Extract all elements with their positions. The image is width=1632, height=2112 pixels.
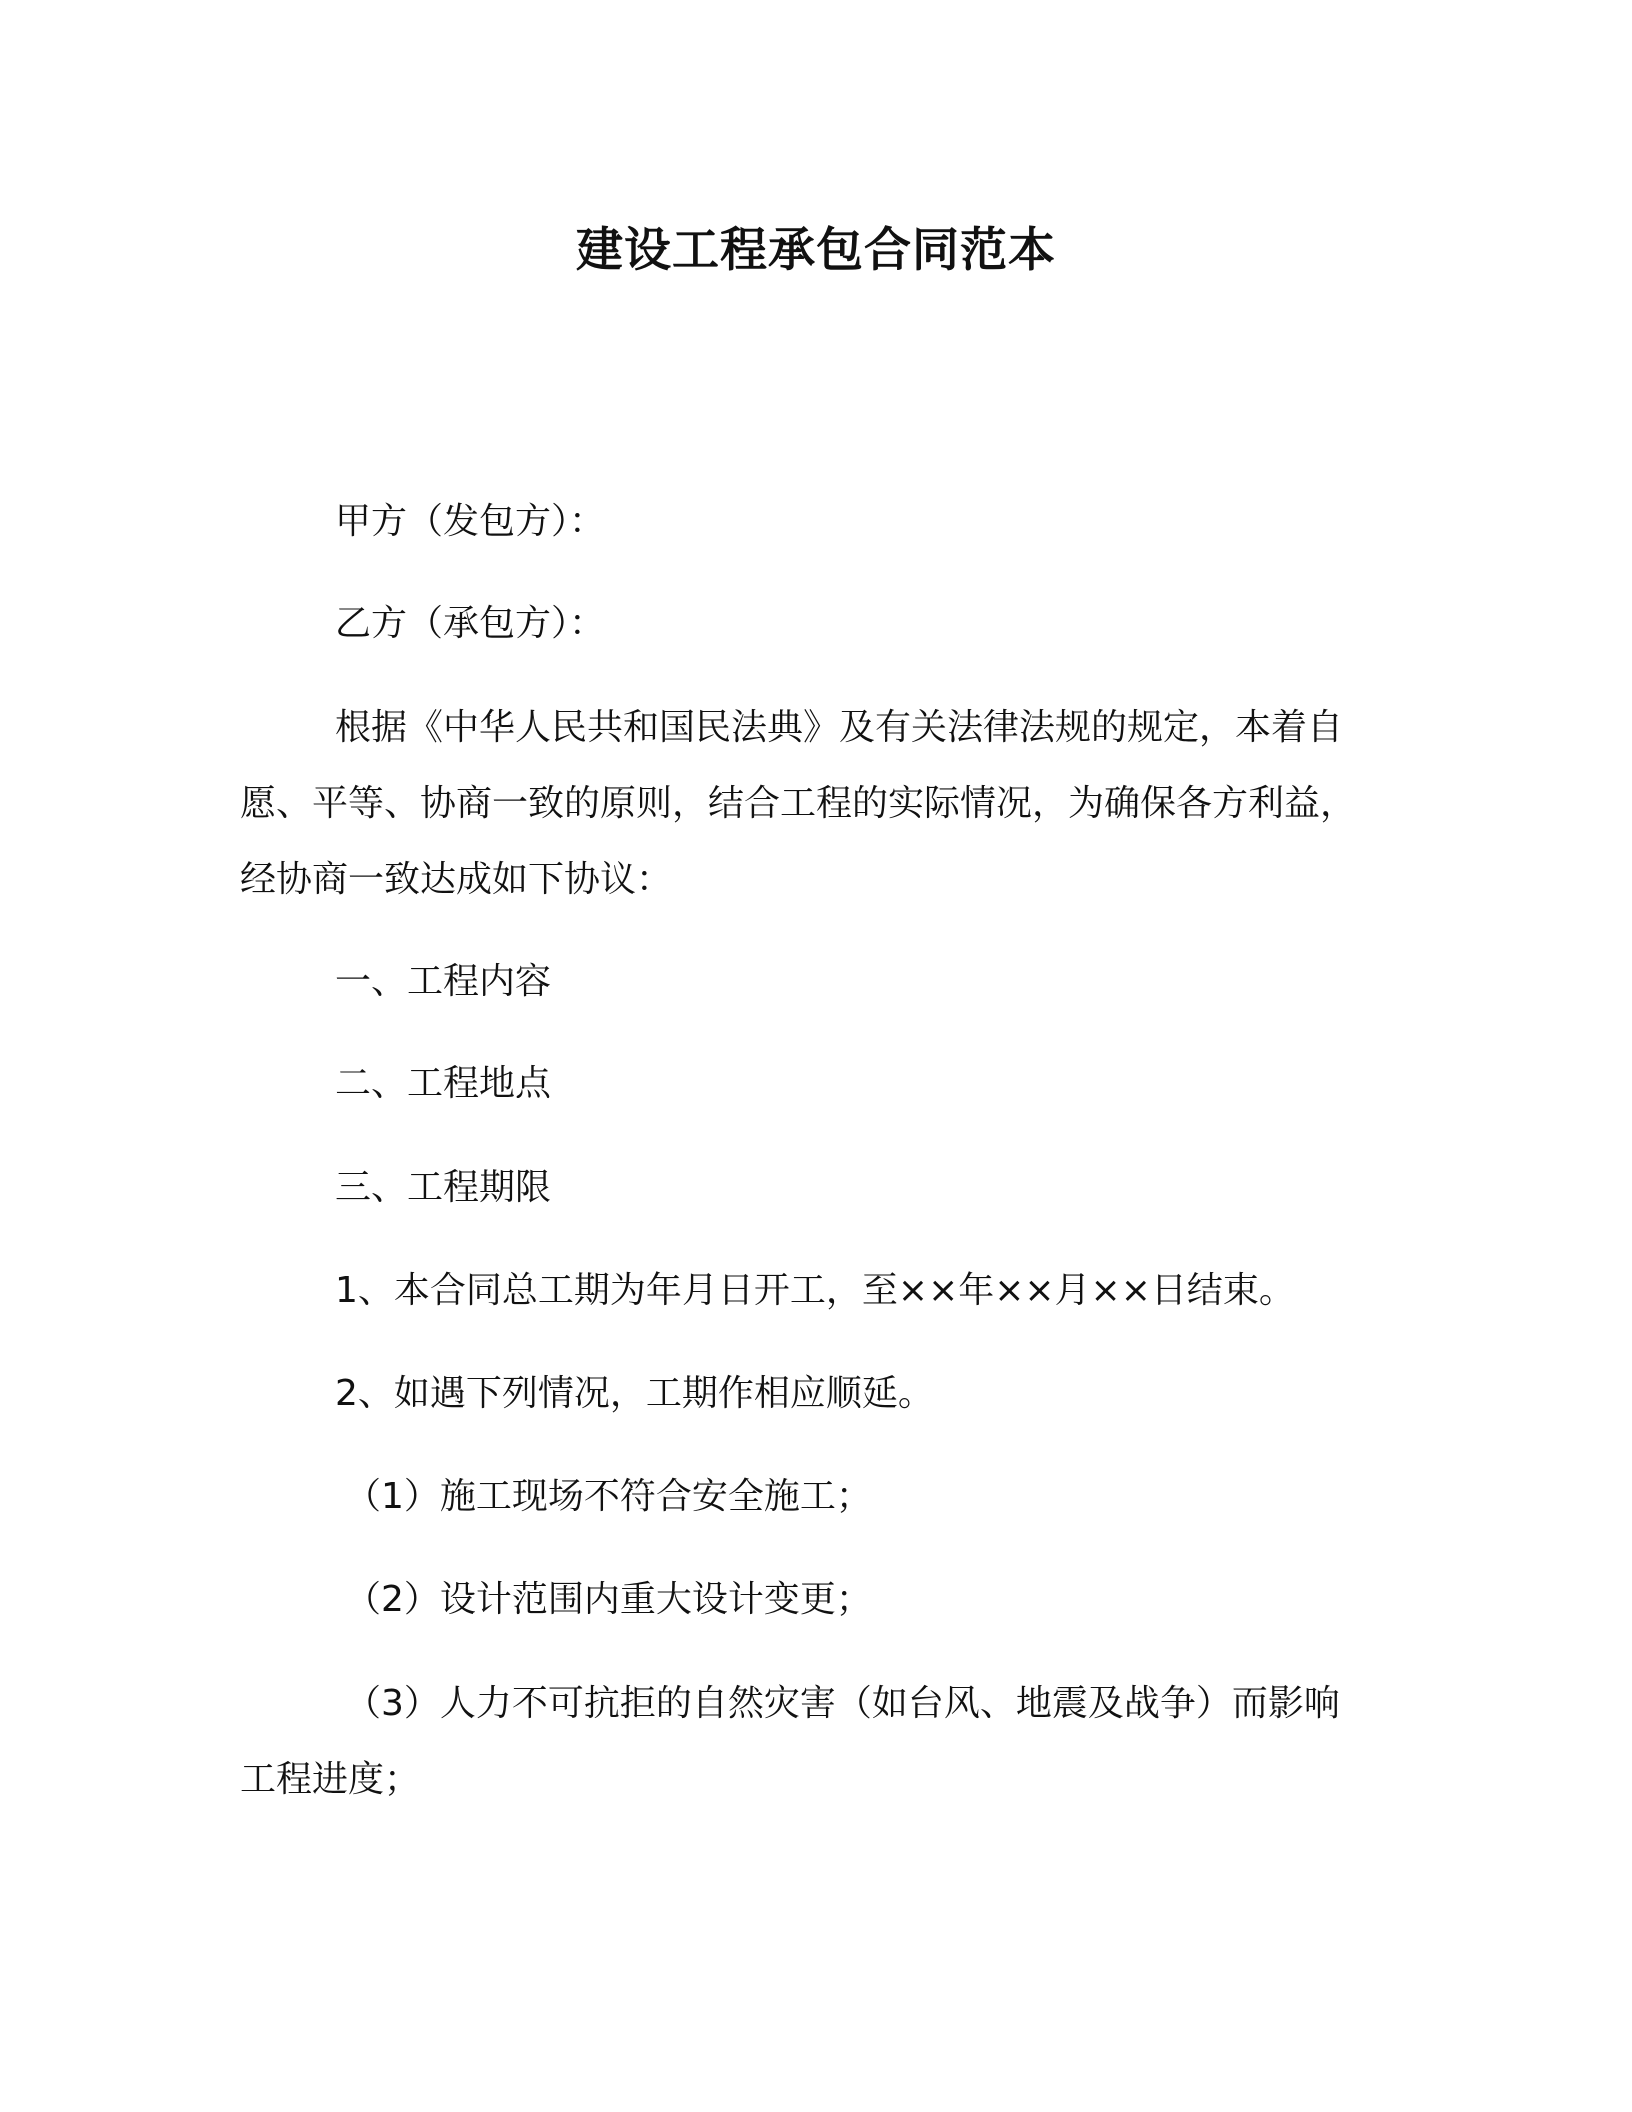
preamble-line-1: 根据《中华人民共和国民法典》及有关法律法规的规定，本着自	[335, 707, 1344, 748]
sub-item-2: （2）设计范围内重大设计变更；	[345, 1579, 872, 1620]
document-title: 建设工程承包合同范本	[576, 223, 1056, 278]
section-heading-location: 二、工程地点	[335, 1063, 552, 1104]
party-b-line: 乙方（承包方）：	[335, 603, 606, 644]
preamble-line-3: 经协商一致达成如下协议：	[240, 859, 673, 900]
sub-item-3-line-2: 工程进度；	[240, 1759, 421, 1800]
sub-item-1: （1）施工现场不符合安全施工；	[345, 1476, 872, 1517]
party-a-line: 甲方（发包方）：	[335, 501, 606, 542]
clause-item-1: 1、本合同总工期为年月日开工，至××年××月××日结束。	[335, 1270, 1295, 1311]
clause-item-2: 2、如遇下列情况，工期作相应顺延。	[335, 1373, 934, 1414]
sub-item-3-line-1: （3）人力不可抗拒的自然灾害（如台风、地震及战争）而影响	[345, 1683, 1340, 1724]
preamble-line-2: 愿、平等、协商一致的原则，结合工程的实际情况，为确保各方利益，	[240, 783, 1357, 824]
section-heading-content: 一、工程内容	[335, 961, 552, 1002]
section-heading-period: 三、工程期限	[335, 1167, 552, 1208]
